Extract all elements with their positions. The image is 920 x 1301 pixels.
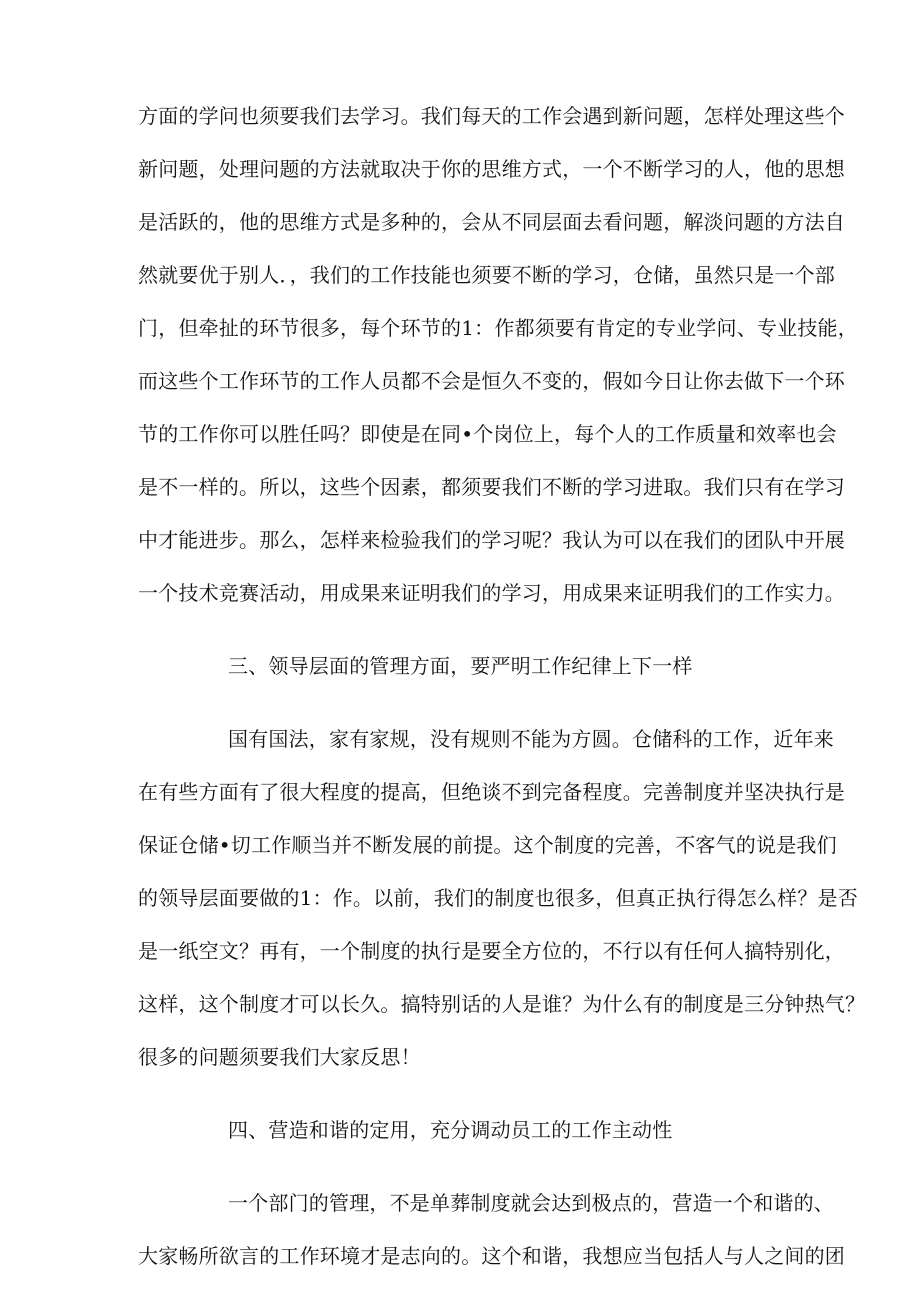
paragraph-line: 新问题，处理问题的方法就取决于你的思维方式，一个不断学习的人，他的思想 [138, 157, 845, 181]
paragraph-line: 的领导层面要做的1：作。以前，我们的制度也很多，但真正执行得怎么样？是否 [138, 886, 858, 910]
paragraph-line: 节的工作你可以胜任吗？即使是在同•个岗位上，每个人的工作质量和效率也会 [138, 422, 837, 446]
section-heading-4: 四、营造和谐的定用，充分调动员工的工作主动性 [228, 1118, 673, 1142]
paragraph-line: 国有国法，家有家规，没有规则不能为方圆。仓储科的工作，近年来 [228, 727, 834, 751]
paragraph-line: 是活跃的，他的思维方式是多种的，会从不同层面去看问题，解淡问题的方法自 [138, 210, 845, 234]
paragraph-line: 一个技术竞赛活动，用成果来证明我们的学习，用成果来证明我们的工作实力。 [138, 581, 845, 605]
paragraph-line: 中才能进步。那么，怎样来检验我们的学习呢？我认为可以在我们的团队中开展 [138, 528, 845, 552]
paragraph-line: 很多的问题须要我们大家反思！ [138, 1045, 421, 1069]
paragraph-line: 一个部门的管理，不是单葬制度就会达到极点的，营造一个和谐的、 [228, 1191, 834, 1215]
paragraph-line: 然就要优于别人．，我们的工作技能也须要不断的学习，仓储，虽然只是一个部 [138, 263, 835, 287]
paragraph-line: 而这些个工作环节的工作人员都不会是恒久不变的，假如今日让你去做下一个环 [138, 369, 845, 393]
paragraph-line: 这样，这个制度才可以长久。搞特别话的人是谁？为什么有的制度是三分钟热气？ [138, 992, 866, 1016]
paragraph-line: 门，但牵扯的环节很多，每个环节的1：作都须要有肯定的专业学问、专业技能， [138, 316, 858, 340]
paragraph-line: 大家畅所欲言的工作环境才是志向的。这个和谐，我想应当包括人与人之间的团 [138, 1244, 845, 1268]
paragraph-line: 是不一样的。所以，这些个因素，都须要我们不断的学习进取。我们只有在学习 [138, 475, 845, 499]
paragraph-line: 是一纸空文？再有，一个制度的执行是要全方位的，不行以有任何人搞特别化， [138, 939, 845, 963]
section-heading-3: 三、领导层面的管理方面，要严明工作纪律上下一样 [228, 654, 693, 678]
paragraph-line: 在有些方面有了很大程度的提高，但绝谈不到完备程度。完善制度并坚决执行是 [138, 780, 845, 804]
paragraph-line: 保证仓储•切工作顺当并不断发展的前提。这个制度的完善，不客气的说是我们 [138, 833, 837, 857]
paragraph-line: 方面的学问也须要我们去学习。我们每天的工作会遇到新问题，怎样处理这些个 [138, 104, 845, 128]
